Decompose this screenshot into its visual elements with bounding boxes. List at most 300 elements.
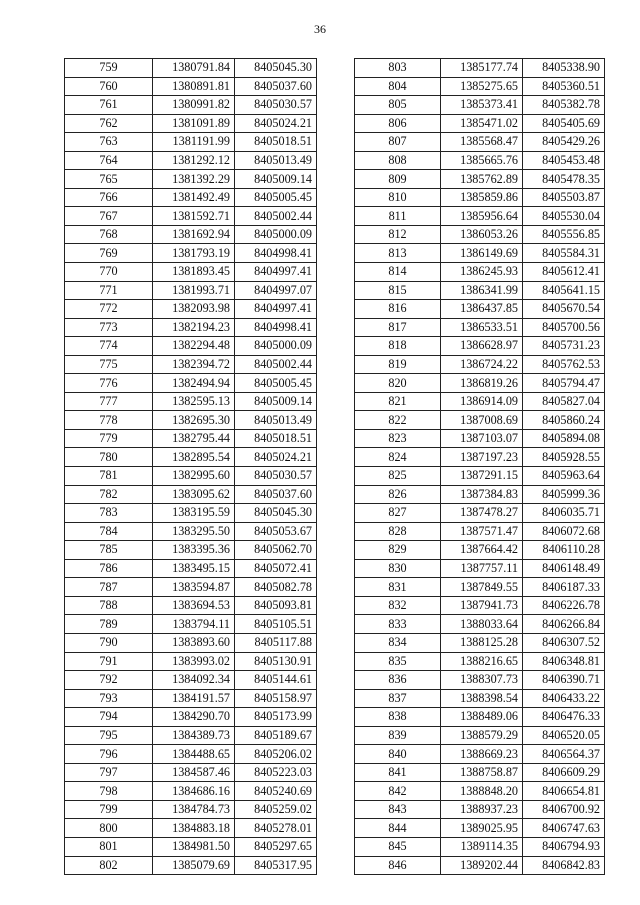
x-coordinate-cell: 1382595.13 — [153, 392, 235, 411]
table-row — [65, 114, 317, 133]
x-coordinate-cell: 1387008.69 — [441, 411, 523, 430]
table-row — [355, 708, 605, 727]
x-coordinate-cell: 1388669.23 — [441, 745, 523, 764]
point-number-cell: 786 — [65, 559, 153, 578]
x-coordinate-cell: 1386914.09 — [441, 392, 523, 411]
x-coordinate-cell: 1388307.73 — [441, 671, 523, 690]
point-number-cell: 789 — [65, 615, 153, 634]
y-coordinate-cell: 8405024.21 — [235, 114, 317, 133]
table-row — [65, 188, 317, 207]
y-coordinate-cell: 8405062.70 — [235, 541, 317, 560]
x-coordinate-cell: 1383993.02 — [153, 652, 235, 671]
x-coordinate-cell: 1387197.23 — [441, 448, 523, 467]
x-coordinate-cell: 1381392.29 — [153, 170, 235, 189]
table-row — [355, 59, 605, 78]
point-number-cell: 788 — [65, 596, 153, 615]
point-number-cell: 826 — [355, 485, 441, 504]
point-number-cell: 817 — [355, 318, 441, 337]
y-coordinate-cell: 8405009.14 — [235, 392, 317, 411]
point-number-cell: 792 — [65, 671, 153, 690]
x-coordinate-cell: 1385859.86 — [441, 188, 523, 207]
x-coordinate-cell: 1381592.71 — [153, 207, 235, 226]
x-coordinate-cell: 1383594.87 — [153, 578, 235, 597]
y-coordinate-cell: 8405002.44 — [235, 355, 317, 374]
x-coordinate-cell: 1381292.12 — [153, 151, 235, 170]
x-coordinate-cell: 1389114.35 — [441, 837, 523, 856]
table-row — [355, 244, 605, 263]
x-coordinate-cell: 1381692.94 — [153, 225, 235, 244]
x-coordinate-cell: 1385568.47 — [441, 133, 523, 152]
point-number-cell: 815 — [355, 281, 441, 300]
x-coordinate-cell: 1380991.82 — [153, 96, 235, 115]
y-coordinate-cell: 8405762.53 — [523, 355, 605, 374]
table-row — [355, 800, 605, 819]
y-coordinate-cell: 8405259.02 — [235, 800, 317, 819]
x-coordinate-cell: 1383495.15 — [153, 559, 235, 578]
table-row — [65, 318, 317, 337]
y-coordinate-cell: 8405240.69 — [235, 782, 317, 801]
y-coordinate-cell: 8406226.78 — [523, 596, 605, 615]
table-row — [65, 263, 317, 282]
table-row — [65, 763, 317, 782]
y-coordinate-cell: 8406348.81 — [523, 652, 605, 671]
y-coordinate-cell: 8405030.57 — [235, 96, 317, 115]
y-coordinate-cell: 8405000.09 — [235, 337, 317, 356]
point-number-cell: 779 — [65, 429, 153, 448]
table-row — [355, 225, 605, 244]
point-number-cell: 773 — [65, 318, 153, 337]
table-row — [65, 133, 317, 152]
y-coordinate-cell: 8406564.37 — [523, 745, 605, 764]
x-coordinate-cell: 1381993.71 — [153, 281, 235, 300]
point-number-cell: 782 — [65, 485, 153, 504]
y-coordinate-cell: 8405018.51 — [235, 429, 317, 448]
y-coordinate-cell: 8406035.71 — [523, 504, 605, 523]
x-coordinate-cell: 1386341.99 — [441, 281, 523, 300]
table-row — [355, 559, 605, 578]
x-coordinate-cell: 1383095.62 — [153, 485, 235, 504]
x-coordinate-cell: 1382194.23 — [153, 318, 235, 337]
y-coordinate-cell: 8405453.48 — [523, 151, 605, 170]
x-coordinate-cell: 1383295.50 — [153, 522, 235, 541]
table-row — [355, 411, 605, 430]
point-number-cell: 845 — [355, 837, 441, 856]
point-number-cell: 819 — [355, 355, 441, 374]
table-row — [65, 596, 317, 615]
table-row — [65, 170, 317, 189]
x-coordinate-cell: 1386149.69 — [441, 244, 523, 263]
x-coordinate-cell: 1383395.36 — [153, 541, 235, 560]
table-row — [355, 578, 605, 597]
point-number-cell: 814 — [355, 263, 441, 282]
table-row — [355, 355, 605, 374]
y-coordinate-cell: 8405405.69 — [523, 114, 605, 133]
table-row — [355, 467, 605, 486]
x-coordinate-cell: 1383794.11 — [153, 615, 235, 634]
point-number-cell: 761 — [65, 96, 153, 115]
x-coordinate-cell: 1385275.65 — [441, 77, 523, 96]
x-coordinate-cell: 1382895.54 — [153, 448, 235, 467]
point-number-cell: 767 — [65, 207, 153, 226]
coordinates-table-left — [64, 58, 317, 875]
y-coordinate-cell: 8405117.88 — [235, 633, 317, 652]
point-number-cell: 800 — [65, 819, 153, 838]
point-number-cell: 769 — [65, 244, 153, 263]
x-coordinate-cell: 1384488.65 — [153, 745, 235, 764]
point-number-cell: 774 — [65, 337, 153, 356]
table-row — [65, 374, 317, 393]
point-number-cell: 799 — [65, 800, 153, 819]
point-number-cell: 798 — [65, 782, 153, 801]
y-coordinate-cell: 8405278.01 — [235, 819, 317, 838]
table-row — [65, 522, 317, 541]
point-number-cell: 812 — [355, 225, 441, 244]
table-row — [65, 392, 317, 411]
y-coordinate-cell: 8405827.04 — [523, 392, 605, 411]
table-row — [65, 151, 317, 170]
table-row — [65, 355, 317, 374]
x-coordinate-cell: 1387103.07 — [441, 429, 523, 448]
x-coordinate-cell: 1382695.30 — [153, 411, 235, 430]
y-coordinate-cell: 8405963.64 — [523, 467, 605, 486]
y-coordinate-cell: 8405158.97 — [235, 689, 317, 708]
point-number-cell: 810 — [355, 188, 441, 207]
point-number-cell: 807 — [355, 133, 441, 152]
table-row — [65, 819, 317, 838]
table-row — [65, 671, 317, 690]
table-row — [355, 856, 605, 875]
point-number-cell: 833 — [355, 615, 441, 634]
table-row — [65, 207, 317, 226]
x-coordinate-cell: 1387478.27 — [441, 504, 523, 523]
x-coordinate-cell: 1387849.55 — [441, 578, 523, 597]
y-coordinate-cell: 8405317.95 — [235, 856, 317, 875]
table-row — [355, 726, 605, 745]
y-coordinate-cell: 8405173.99 — [235, 708, 317, 727]
table-row — [355, 281, 605, 300]
x-coordinate-cell: 1386724.22 — [441, 355, 523, 374]
point-number-cell: 765 — [65, 170, 153, 189]
table-row — [65, 77, 317, 96]
y-coordinate-cell: 8406110.28 — [523, 541, 605, 560]
table-row — [65, 689, 317, 708]
x-coordinate-cell: 1386245.93 — [441, 263, 523, 282]
x-coordinate-cell: 1383893.60 — [153, 633, 235, 652]
y-coordinate-cell: 8405928.55 — [523, 448, 605, 467]
y-coordinate-cell: 8406148.49 — [523, 559, 605, 578]
point-number-cell: 760 — [65, 77, 153, 96]
y-coordinate-cell: 8405894.08 — [523, 429, 605, 448]
table-row — [65, 96, 317, 115]
y-coordinate-cell: 8405860.24 — [523, 411, 605, 430]
table-row — [65, 337, 317, 356]
y-coordinate-cell: 8405024.21 — [235, 448, 317, 467]
point-number-cell: 778 — [65, 411, 153, 430]
coordinates-table-right — [354, 58, 605, 875]
y-coordinate-cell: 8406794.93 — [523, 837, 605, 856]
point-number-cell: 844 — [355, 819, 441, 838]
point-number-cell: 795 — [65, 726, 153, 745]
point-number-cell: 802 — [65, 856, 153, 875]
point-number-cell: 809 — [355, 170, 441, 189]
point-number-cell: 818 — [355, 337, 441, 356]
table-row — [355, 782, 605, 801]
table-row — [355, 596, 605, 615]
x-coordinate-cell: 1380891.81 — [153, 77, 235, 96]
x-coordinate-cell: 1384587.46 — [153, 763, 235, 782]
point-number-cell: 837 — [355, 689, 441, 708]
table-row — [355, 374, 605, 393]
x-coordinate-cell: 1382795.44 — [153, 429, 235, 448]
x-coordinate-cell: 1382394.72 — [153, 355, 235, 374]
x-coordinate-cell: 1386437.85 — [441, 300, 523, 319]
x-coordinate-cell: 1386819.26 — [441, 374, 523, 393]
y-coordinate-cell: 8405013.49 — [235, 151, 317, 170]
point-number-cell: 805 — [355, 96, 441, 115]
table-row — [65, 559, 317, 578]
point-number-cell: 825 — [355, 467, 441, 486]
y-coordinate-cell: 8405382.78 — [523, 96, 605, 115]
table-row — [355, 337, 605, 356]
x-coordinate-cell: 1385762.89 — [441, 170, 523, 189]
point-number-cell: 759 — [65, 59, 153, 78]
x-coordinate-cell: 1381492.49 — [153, 188, 235, 207]
x-coordinate-cell: 1387571.47 — [441, 522, 523, 541]
point-number-cell: 840 — [355, 745, 441, 764]
y-coordinate-cell: 8406072.68 — [523, 522, 605, 541]
y-coordinate-cell: 8404997.41 — [235, 263, 317, 282]
point-number-cell: 787 — [65, 578, 153, 597]
x-coordinate-cell: 1382494.94 — [153, 374, 235, 393]
point-number-cell: 764 — [65, 151, 153, 170]
table-row — [65, 782, 317, 801]
table-row — [355, 689, 605, 708]
x-coordinate-cell: 1381793.19 — [153, 244, 235, 263]
point-number-cell: 776 — [65, 374, 153, 393]
table-row — [355, 77, 605, 96]
y-coordinate-cell: 8405206.02 — [235, 745, 317, 764]
y-coordinate-cell: 8405037.60 — [235, 77, 317, 96]
point-number-cell: 803 — [355, 59, 441, 78]
point-number-cell: 775 — [65, 355, 153, 374]
x-coordinate-cell: 1385177.74 — [441, 59, 523, 78]
point-number-cell: 797 — [65, 763, 153, 782]
table-row — [355, 485, 605, 504]
point-number-cell: 801 — [65, 837, 153, 856]
y-coordinate-cell: 8405130.91 — [235, 652, 317, 671]
y-coordinate-cell: 8405189.67 — [235, 726, 317, 745]
table-row — [65, 244, 317, 263]
y-coordinate-cell: 8406654.81 — [523, 782, 605, 801]
y-coordinate-cell: 8405530.04 — [523, 207, 605, 226]
x-coordinate-cell: 1383195.59 — [153, 504, 235, 523]
point-number-cell: 808 — [355, 151, 441, 170]
table-row — [355, 671, 605, 690]
point-number-cell: 796 — [65, 745, 153, 764]
x-coordinate-cell: 1382093.98 — [153, 300, 235, 319]
table-row — [355, 429, 605, 448]
table-row — [355, 615, 605, 634]
point-number-cell: 784 — [65, 522, 153, 541]
point-number-cell: 772 — [65, 300, 153, 319]
x-coordinate-cell: 1388937.23 — [441, 800, 523, 819]
table-row — [65, 856, 317, 875]
point-number-cell: 813 — [355, 244, 441, 263]
x-coordinate-cell: 1384092.34 — [153, 671, 235, 690]
table-row — [355, 745, 605, 764]
table-row — [65, 485, 317, 504]
point-number-cell: 821 — [355, 392, 441, 411]
point-number-cell: 843 — [355, 800, 441, 819]
x-coordinate-cell: 1388125.28 — [441, 633, 523, 652]
table-row — [65, 467, 317, 486]
y-coordinate-cell: 8405030.57 — [235, 467, 317, 486]
y-coordinate-cell: 8405000.09 — [235, 225, 317, 244]
x-coordinate-cell: 1387941.73 — [441, 596, 523, 615]
table-row — [355, 96, 605, 115]
x-coordinate-cell: 1386628.97 — [441, 337, 523, 356]
table-row — [355, 633, 605, 652]
point-number-cell: 771 — [65, 281, 153, 300]
y-coordinate-cell: 8406609.29 — [523, 763, 605, 782]
y-coordinate-cell: 8406476.33 — [523, 708, 605, 727]
table-row — [355, 151, 605, 170]
point-number-cell: 842 — [355, 782, 441, 801]
x-coordinate-cell: 1388033.64 — [441, 615, 523, 634]
table-row — [65, 708, 317, 727]
x-coordinate-cell: 1388489.06 — [441, 708, 523, 727]
x-coordinate-cell: 1385665.76 — [441, 151, 523, 170]
y-coordinate-cell: 8406747.63 — [523, 819, 605, 838]
point-number-cell: 824 — [355, 448, 441, 467]
point-number-cell: 804 — [355, 77, 441, 96]
x-coordinate-cell: 1389202.44 — [441, 856, 523, 875]
x-coordinate-cell: 1388758.87 — [441, 763, 523, 782]
x-coordinate-cell: 1389025.95 — [441, 819, 523, 838]
page-number: 36 — [314, 22, 326, 36]
y-coordinate-cell: 8405053.67 — [235, 522, 317, 541]
y-coordinate-cell: 8405013.49 — [235, 411, 317, 430]
point-number-cell: 838 — [355, 708, 441, 727]
y-coordinate-cell: 8405009.14 — [235, 170, 317, 189]
point-number-cell: 785 — [65, 541, 153, 560]
x-coordinate-cell: 1387384.83 — [441, 485, 523, 504]
table-row — [65, 578, 317, 597]
y-coordinate-cell: 8405584.31 — [523, 244, 605, 263]
table-row — [65, 300, 317, 319]
table-row — [65, 800, 317, 819]
point-number-cell: 794 — [65, 708, 153, 727]
y-coordinate-cell: 8405082.78 — [235, 578, 317, 597]
table-row — [65, 652, 317, 671]
y-coordinate-cell: 8406700.92 — [523, 800, 605, 819]
x-coordinate-cell: 1388398.54 — [441, 689, 523, 708]
table-row — [65, 429, 317, 448]
table-row — [355, 263, 605, 282]
point-number-cell: 816 — [355, 300, 441, 319]
table-row — [355, 207, 605, 226]
y-coordinate-cell: 8406266.84 — [523, 615, 605, 634]
table-row — [355, 522, 605, 541]
point-number-cell: 806 — [355, 114, 441, 133]
y-coordinate-cell: 8406842.83 — [523, 856, 605, 875]
x-coordinate-cell: 1384191.57 — [153, 689, 235, 708]
point-number-cell: 763 — [65, 133, 153, 152]
x-coordinate-cell: 1383694.53 — [153, 596, 235, 615]
y-coordinate-cell: 8405670.54 — [523, 300, 605, 319]
point-number-cell: 790 — [65, 633, 153, 652]
point-number-cell: 766 — [65, 188, 153, 207]
point-number-cell: 839 — [355, 726, 441, 745]
table-row — [355, 318, 605, 337]
table-row — [355, 504, 605, 523]
x-coordinate-cell: 1384686.16 — [153, 782, 235, 801]
y-coordinate-cell: 8405045.30 — [235, 504, 317, 523]
table-row — [65, 745, 317, 764]
x-coordinate-cell: 1387664.42 — [441, 541, 523, 560]
table-row — [65, 448, 317, 467]
table-row — [355, 652, 605, 671]
x-coordinate-cell: 1384981.50 — [153, 837, 235, 856]
x-coordinate-cell: 1384290.70 — [153, 708, 235, 727]
point-number-cell: 791 — [65, 652, 153, 671]
x-coordinate-cell: 1381191.99 — [153, 133, 235, 152]
x-coordinate-cell: 1386533.51 — [441, 318, 523, 337]
x-coordinate-cell: 1385471.02 — [441, 114, 523, 133]
y-coordinate-cell: 8404998.41 — [235, 318, 317, 337]
y-coordinate-cell: 8405093.81 — [235, 596, 317, 615]
table-row — [65, 59, 317, 78]
point-number-cell: 828 — [355, 522, 441, 541]
x-coordinate-cell: 1385956.64 — [441, 207, 523, 226]
point-number-cell: 841 — [355, 763, 441, 782]
table-row — [355, 837, 605, 856]
table-row — [65, 411, 317, 430]
table-row — [65, 225, 317, 244]
y-coordinate-cell: 8406433.22 — [523, 689, 605, 708]
x-coordinate-cell: 1386053.26 — [441, 225, 523, 244]
y-coordinate-cell: 8404998.41 — [235, 244, 317, 263]
table-row — [355, 170, 605, 189]
y-coordinate-cell: 8405037.60 — [235, 485, 317, 504]
point-number-cell: 768 — [65, 225, 153, 244]
x-coordinate-cell: 1388579.29 — [441, 726, 523, 745]
y-coordinate-cell: 8405297.65 — [235, 837, 317, 856]
y-coordinate-cell: 8405005.45 — [235, 188, 317, 207]
y-coordinate-cell: 8405338.90 — [523, 59, 605, 78]
table-row — [355, 133, 605, 152]
y-coordinate-cell: 8405556.85 — [523, 225, 605, 244]
table-row — [65, 615, 317, 634]
point-number-cell: 832 — [355, 596, 441, 615]
point-number-cell: 781 — [65, 467, 153, 486]
point-number-cell: 780 — [65, 448, 153, 467]
y-coordinate-cell: 8405223.03 — [235, 763, 317, 782]
y-coordinate-cell: 8405005.45 — [235, 374, 317, 393]
x-coordinate-cell: 1384883.18 — [153, 819, 235, 838]
y-coordinate-cell: 8406390.71 — [523, 671, 605, 690]
point-number-cell: 835 — [355, 652, 441, 671]
x-coordinate-cell: 1387291.15 — [441, 467, 523, 486]
y-coordinate-cell: 8405072.41 — [235, 559, 317, 578]
point-number-cell: 834 — [355, 633, 441, 652]
x-coordinate-cell: 1382995.60 — [153, 467, 235, 486]
y-coordinate-cell: 8405105.51 — [235, 615, 317, 634]
y-coordinate-cell: 8404997.07 — [235, 281, 317, 300]
table-row — [355, 300, 605, 319]
x-coordinate-cell: 1385373.41 — [441, 96, 523, 115]
x-coordinate-cell: 1388216.65 — [441, 652, 523, 671]
